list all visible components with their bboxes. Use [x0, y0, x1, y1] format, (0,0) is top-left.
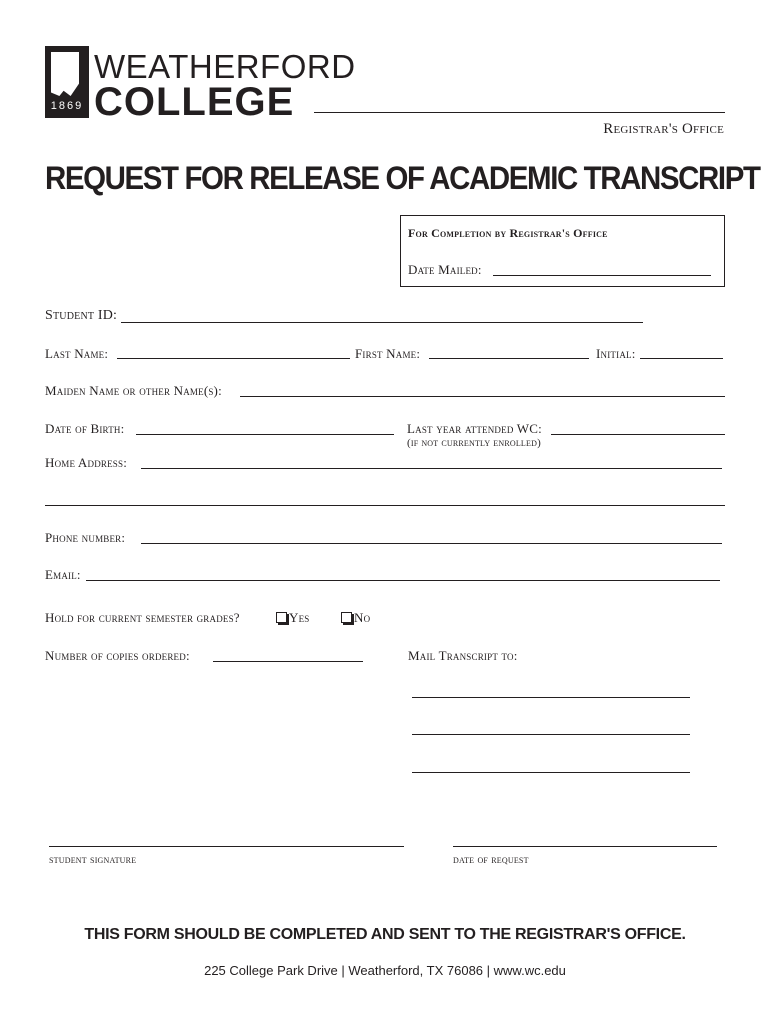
logo-name-bottom: COLLEGE	[94, 80, 295, 124]
mail-to-field-line1[interactable]	[412, 697, 690, 698]
student-signature-label: student signature	[49, 852, 137, 866]
dob-label: Date of Birth:	[45, 421, 125, 436]
email-field[interactable]	[86, 580, 720, 581]
footer-note: THIS FORM SHOULD BE COMPLETED AND SENT TO THE REGISTRAR'S OFFICE.	[84, 926, 686, 943]
mail-to-field-line3[interactable]	[412, 772, 690, 773]
student-id-field[interactable]	[121, 322, 643, 323]
dob-field[interactable]	[136, 434, 394, 435]
last-year-field[interactable]	[551, 434, 725, 435]
date-mailed-field[interactable]	[493, 275, 711, 276]
hold-yes-option[interactable]	[276, 610, 310, 626]
no-label: No	[354, 610, 371, 625]
yes-checkbox[interactable]	[276, 612, 287, 623]
header-rule	[314, 112, 725, 113]
initial-label: Initial:	[596, 346, 636, 361]
office-label: Registrar's Office	[603, 121, 724, 137]
maiden-name-field[interactable]	[240, 396, 725, 397]
registrar-box-heading: For Completion by Registrar's Office	[408, 226, 608, 240]
mail-to-label: Mail Transcript to:	[408, 648, 518, 663]
request-date-field[interactable]	[453, 846, 717, 847]
logo-year: 1869	[50, 100, 84, 112]
last-year-label: Last year attended WC:	[407, 421, 542, 436]
phone-label: Phone number:	[45, 530, 126, 545]
initial-field[interactable]	[640, 358, 723, 359]
request-date-label: date of request	[453, 852, 529, 866]
last-name-field[interactable]	[117, 358, 350, 359]
logo-name-top: WEATHERFORD	[94, 48, 356, 85]
student-id-label: Student ID:	[45, 308, 118, 323]
date-mailed-label: Date Mailed:	[408, 262, 482, 277]
email-label: Email:	[45, 567, 81, 582]
hold-grades-label: Hold for current semester grades?	[45, 610, 240, 625]
maiden-name-label: Maiden Name or other Name(s):	[45, 383, 222, 398]
student-signature-field[interactable]	[49, 846, 404, 847]
yes-label: Yes	[289, 610, 310, 625]
home-address-field[interactable]	[141, 468, 722, 469]
page-title: REQUEST FOR RELEASE OF ACADEMIC TRANSCRIPT	[45, 160, 760, 196]
footer-address: 225 College Park Drive | Weatherford, TX 76086 | www.wc.edu	[204, 963, 566, 978]
no-checkbox[interactable]	[341, 612, 352, 623]
home-address-field-line2[interactable]	[45, 505, 725, 506]
hold-no-option[interactable]	[341, 610, 370, 626]
last-name-label: Last Name:	[45, 346, 109, 361]
mail-to-field-line2[interactable]	[412, 734, 690, 735]
copies-field[interactable]	[213, 661, 363, 662]
copies-label: Number of copies ordered:	[45, 648, 190, 663]
phone-field[interactable]	[141, 543, 722, 544]
first-name-field[interactable]	[429, 358, 589, 359]
home-address-label: Home Address:	[45, 455, 128, 470]
registrar-box	[400, 215, 725, 287]
texas-shape-icon	[51, 52, 79, 96]
last-year-note: (if not currently enrolled)	[407, 437, 541, 449]
first-name-label: First Name:	[355, 346, 421, 361]
